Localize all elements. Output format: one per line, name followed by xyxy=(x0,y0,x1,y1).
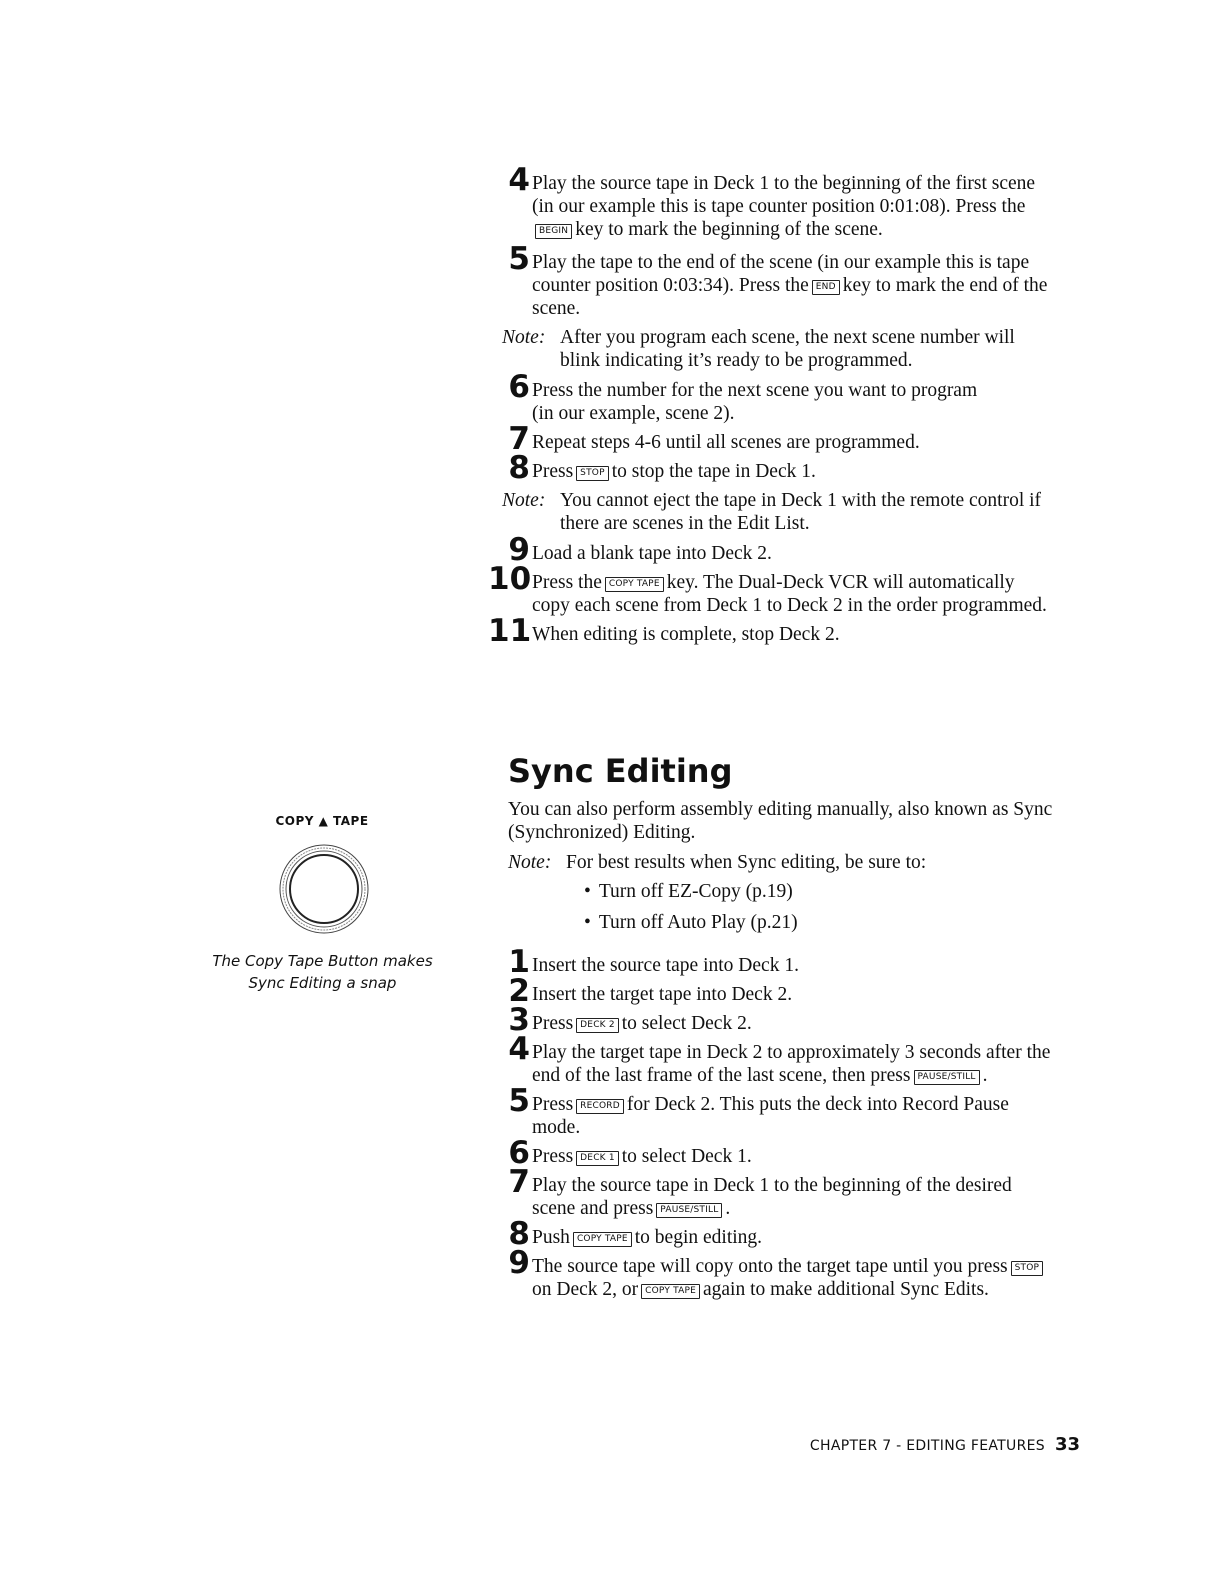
step-number: 4 xyxy=(508,1031,530,1067)
step-number: 1 xyxy=(508,944,530,980)
chapter-title: CHAPTER 7 - EDITING FEATURES xyxy=(809,1438,1045,1454)
sidebar-caption: The Copy Tape Button makes Sync Editing a snap xyxy=(212,952,433,992)
step-text: Repeat steps 4-6 until all scenes are programmed. xyxy=(532,432,920,453)
step-text: Press STOP to stop the tape in Deck 1. xyxy=(532,461,816,482)
page-number: 33 xyxy=(1054,1434,1080,1455)
begin-key: BEGIN xyxy=(535,224,572,239)
step-text: Load a blank tape into Deck 2. xyxy=(532,543,772,564)
copy-tape-button-icon xyxy=(278,843,370,935)
step-text: Press the number for the next scene you want to program (in our example, scene 2). xyxy=(532,380,978,424)
copy-tape-key: COPY TAPE xyxy=(641,1284,700,1299)
note-label: Note: xyxy=(508,852,552,873)
sync-step-9 xyxy=(496,1245,1056,1301)
note-eject xyxy=(488,489,1048,535)
note-program xyxy=(488,326,1048,372)
end-key: END xyxy=(812,280,840,295)
page-footer xyxy=(800,1434,1080,1455)
step-9 xyxy=(488,532,1048,568)
step-number: 5 xyxy=(508,1083,530,1119)
step-text: Play the source tape in Deck 1 to the beginning of the first scene (in our example this is tape counter position 0:01:08). Press theBEGIN key to mark the beginning of the scene. xyxy=(532,173,1036,240)
step-number: 9 xyxy=(508,532,530,568)
step-text: The source tape will copy onto the target tape until you press STOPon Deck 2, or COPY TAPE again to make additional Sync Edits. xyxy=(532,1249,1056,1301)
pause-still-key: PAUSE/STILL xyxy=(914,1070,980,1085)
step-number: 9 xyxy=(508,1245,530,1281)
step-text: Press the COPY TAPE key. The Dual-Deck VCR will automatically copy each scene from Deck 1 to Deck 2 in the order programmed. xyxy=(532,572,1047,616)
step-text: When editing is complete, stop Deck 2. xyxy=(532,624,840,645)
step-text: Press DECK 1 to select Deck 1. xyxy=(532,1146,752,1167)
sync-step-1 xyxy=(496,944,1056,980)
copy-tape-key: COPY TAPE xyxy=(605,577,664,592)
sync-step-6 xyxy=(496,1135,1056,1171)
sync-step-list xyxy=(496,944,1056,1301)
step-number: 7 xyxy=(508,1164,530,1200)
step-text: Play the source tape in Deck 1 to the beginning of the desired scene and press PAUSE/STILL . xyxy=(532,1175,1012,1219)
copy-tape-key: COPY TAPE xyxy=(573,1232,632,1247)
sync-step-2 xyxy=(496,973,1056,1009)
copy-tape-label: COPY ▲ TAPE xyxy=(275,814,369,828)
step-text: Push COPY TAPE to begin editing. xyxy=(532,1227,763,1248)
deck-2-key: DECK 2 xyxy=(576,1018,619,1033)
top-step-list xyxy=(488,162,1048,649)
step-11 xyxy=(488,613,1048,649)
sync-step-7 xyxy=(496,1164,1056,1220)
bullet-list xyxy=(508,880,1053,934)
step-number: 7 xyxy=(508,421,530,457)
step-10 xyxy=(488,561,1048,617)
step-number: 11 xyxy=(488,613,532,649)
stop-key: STOP xyxy=(576,466,609,481)
sync-step-3 xyxy=(496,1002,1056,1038)
sync-step-5 xyxy=(496,1083,1056,1139)
bullet-item: • Turn off Auto Play (p.21) xyxy=(584,911,1053,934)
sync-step-8 xyxy=(496,1216,1056,1252)
step-5 xyxy=(488,241,1048,320)
note-label: Note: xyxy=(502,327,546,348)
deck-1-key: DECK 1 xyxy=(576,1151,619,1166)
step-number: 6 xyxy=(508,1135,530,1171)
sync-step-4 xyxy=(496,1031,1056,1087)
step-number: 5 xyxy=(508,241,530,277)
step-text: Press DECK 2 to select Deck 2. xyxy=(532,1013,752,1034)
note-text: You cannot eject the tape in Deck 1 with the remote control if there are scenes in the Edit List. xyxy=(560,490,1042,534)
sync-note xyxy=(508,851,1053,942)
step-number: 10 xyxy=(488,561,532,597)
note-text: After you program each scene, the next scene number will blink indicating it’s ready to be programmed. xyxy=(560,327,1015,371)
step-number: 8 xyxy=(508,450,530,486)
step-8 xyxy=(488,450,1048,486)
step-6 xyxy=(488,369,1048,425)
pause-still-key: PAUSE/STILL xyxy=(656,1203,722,1218)
step-text: Insert the source tape into Deck 1. xyxy=(532,955,799,976)
bullet-item: • Turn off EZ-Copy (p.19) xyxy=(584,880,1053,903)
step-4 xyxy=(488,162,1048,241)
note-label: Note: xyxy=(502,490,546,511)
step-text: Play the target tape in Deck 2 to approximately 3 seconds after the end of the last frame of the last scene, then press PAUSE/STILL . xyxy=(532,1042,1051,1086)
stop-key: STOP xyxy=(1011,1261,1044,1276)
section-intro: You can also perform assembly editing manually, also known as Sync (Synchronized) Editing. xyxy=(508,799,1053,843)
step-text: Play the tape to the end of the scene (in our example this is tape counter position 0:03:34). Press the END key to mark the end of the scene. xyxy=(532,252,1048,319)
step-number: 6 xyxy=(508,369,530,405)
note-text: For best results when Sync editing, be sure to: xyxy=(566,852,927,873)
step-text: Insert the target tape into Deck 2. xyxy=(532,984,793,1005)
step-number: 2 xyxy=(508,973,530,1009)
section-title: Sync Editing xyxy=(508,752,733,790)
record-key: RECORD xyxy=(576,1099,624,1114)
step-number: 8 xyxy=(508,1216,530,1252)
step-number: 3 xyxy=(508,1002,530,1038)
step-text: Press RECORD for Deck 2. This puts the deck into Record Pause mode. xyxy=(532,1094,1009,1138)
step-7 xyxy=(488,421,1048,457)
step-number: 4 xyxy=(508,162,530,198)
